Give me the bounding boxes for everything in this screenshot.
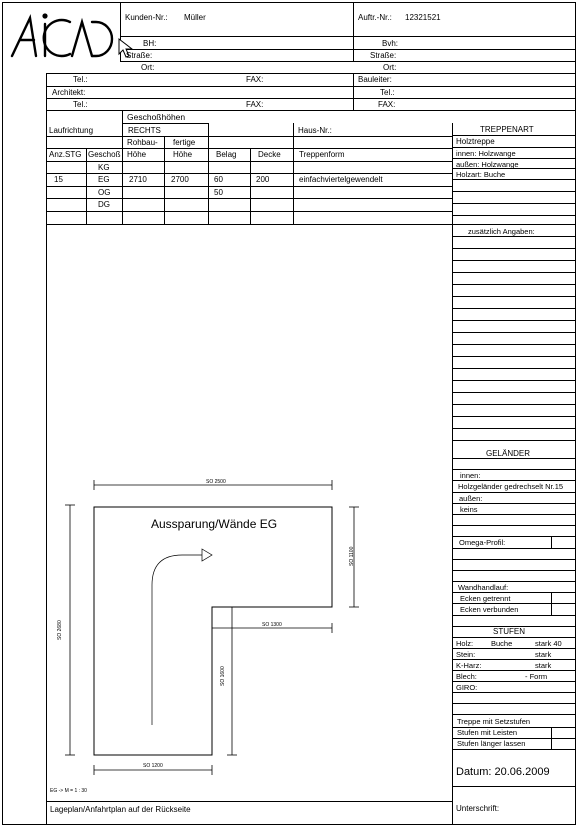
dim-left-label: SO 2680: [57, 620, 63, 640]
row-kg-geschoss: KG: [98, 163, 110, 172]
holz-stark[interactable]: stark 40: [535, 639, 562, 648]
auftr-value[interactable]: 12321521: [405, 13, 441, 22]
geschoss-title: Geschoßhöhen: [127, 112, 186, 122]
gel-innen-label: innen:: [460, 471, 481, 480]
auftr-label: Auftr.-Nr.:: [358, 13, 392, 22]
setzstufen[interactable]: Treppe mit Setzstufen: [457, 717, 531, 726]
laufrichtung-value[interactable]: RECHTS: [128, 126, 161, 135]
row-eg-fertige[interactable]: 2700: [171, 175, 189, 184]
gel-aussen-label: außen:: [459, 494, 483, 503]
row-og-belag[interactable]: 50: [214, 188, 223, 197]
ecken-getrennt[interactable]: Ecken getrennt: [460, 594, 511, 603]
stein-label: Stein:: [456, 650, 476, 659]
unterschrift-label: Unterschrift:: [456, 804, 500, 813]
gel-aussen-value[interactable]: keins: [460, 505, 478, 514]
giro-label: GIRO:: [456, 683, 478, 692]
col-treppenform: Treppenform: [299, 150, 345, 159]
holz-label: Holz:: [456, 639, 474, 648]
kharz-label: K-Harz:: [456, 661, 482, 670]
gelaender-title: GELÄNDER: [486, 449, 531, 458]
blech-label: Blech:: [456, 672, 477, 681]
strasse2-label: Straße:: [370, 51, 397, 60]
fax-label: FAX:: [246, 75, 264, 84]
wandhandlauf-label: Wandhandlauf:: [458, 583, 509, 592]
drawing-title: Aussparung/Wände EG: [151, 517, 278, 531]
row-dg-geschoss: DG: [98, 200, 110, 209]
dim-mid-label: SO 1300: [262, 622, 282, 628]
row-eg-anz[interactable]: 15: [54, 175, 63, 184]
scale-label: EG -> M = 1 : 30: [50, 788, 87, 794]
tel3-label: Tel.:: [73, 100, 88, 109]
kunden-label: Kunden-Nr.:: [125, 13, 168, 22]
blech-form: - Form: [525, 672, 548, 681]
architekt-label: Architekt:: [52, 88, 86, 97]
fax3-label: FAX:: [378, 100, 396, 109]
col-decke: Decke: [258, 150, 281, 159]
gel-innen-value[interactable]: Holzgeländer gedrechselt Nr.15: [458, 482, 564, 491]
dim-top-label: SO 2500: [206, 479, 226, 485]
floor-plan-drawing: [47, 225, 452, 800]
laufrichtung-label: Laufrichtung: [49, 126, 94, 135]
datum[interactable]: Datum: 20.06.2009: [456, 766, 550, 778]
bh-label: BH:: [143, 39, 157, 48]
innen-wange[interactable]: innen: Holzwange: [456, 149, 516, 158]
dim-inner-label: SO 1600: [220, 666, 226, 686]
ecken-verbunden[interactable]: Ecken verbunden: [460, 605, 519, 614]
ort2-label: Ort:: [383, 63, 397, 72]
tel-label: Tel.:: [73, 75, 88, 84]
row-eg-form[interactable]: einfachviertelgewendelt: [299, 175, 383, 184]
row-og-geschoss: OG: [98, 188, 111, 197]
lageplan-label: Lageplan/Anfahrtplan auf der Rückseite: [50, 805, 191, 814]
strasse-label: Straße:: [126, 51, 153, 60]
col-belag: Belag: [216, 150, 237, 159]
dim-right-label: SO 1100: [349, 546, 355, 566]
dim-bottom-label: SO 1200: [143, 763, 163, 769]
col-rohbau-1: Rohbau-: [127, 138, 158, 147]
stufen-title: STUFEN: [493, 627, 525, 636]
kunden-value[interactable]: Müller: [184, 13, 206, 22]
holztreppe[interactable]: Holztreppe: [456, 137, 495, 146]
col-rohbau-2: Höhe: [127, 150, 147, 159]
ort-label: Ort:: [141, 63, 155, 72]
bauleiter-label: Bauleiter:: [358, 75, 392, 84]
stufen-laenger[interactable]: Stufen länger lassen: [457, 739, 526, 748]
row-eg-belag[interactable]: 60: [214, 175, 223, 184]
treppenart-title: TREPPENART: [480, 125, 534, 134]
zusaetzlich-label: zusätzlich Angaben:: [468, 227, 535, 236]
holz-value[interactable]: Buche: [491, 639, 513, 648]
row-eg-geschoss: EG: [98, 175, 110, 184]
aussen-wange[interactable]: außen: Holzwange: [456, 160, 519, 169]
hausnr-label: Haus-Nr.:: [298, 126, 332, 135]
col-fertige-1: fertige: [173, 138, 196, 147]
omega-label: Omega-Profil:: [459, 538, 506, 547]
row-eg-decke[interactable]: 200: [256, 175, 270, 184]
stufen-leisten[interactable]: Stufen mit Leisten: [457, 728, 518, 737]
fax2-label: FAX:: [246, 100, 264, 109]
holzart[interactable]: Holzart: Buche: [456, 170, 506, 179]
bvh-label: Bvh:: [382, 39, 399, 48]
row-eg-rohbau[interactable]: 2710: [129, 175, 147, 184]
col-geschoss: Geschoß: [88, 150, 121, 159]
col-fertige-2: Höhe: [173, 150, 193, 159]
kharz-stark: stark: [535, 661, 552, 670]
stein-stark: stark: [535, 650, 552, 659]
col-anz: Anz.STG: [49, 150, 82, 159]
aicad-logo: [8, 12, 116, 58]
tel2-label: Tel.:: [380, 88, 395, 97]
